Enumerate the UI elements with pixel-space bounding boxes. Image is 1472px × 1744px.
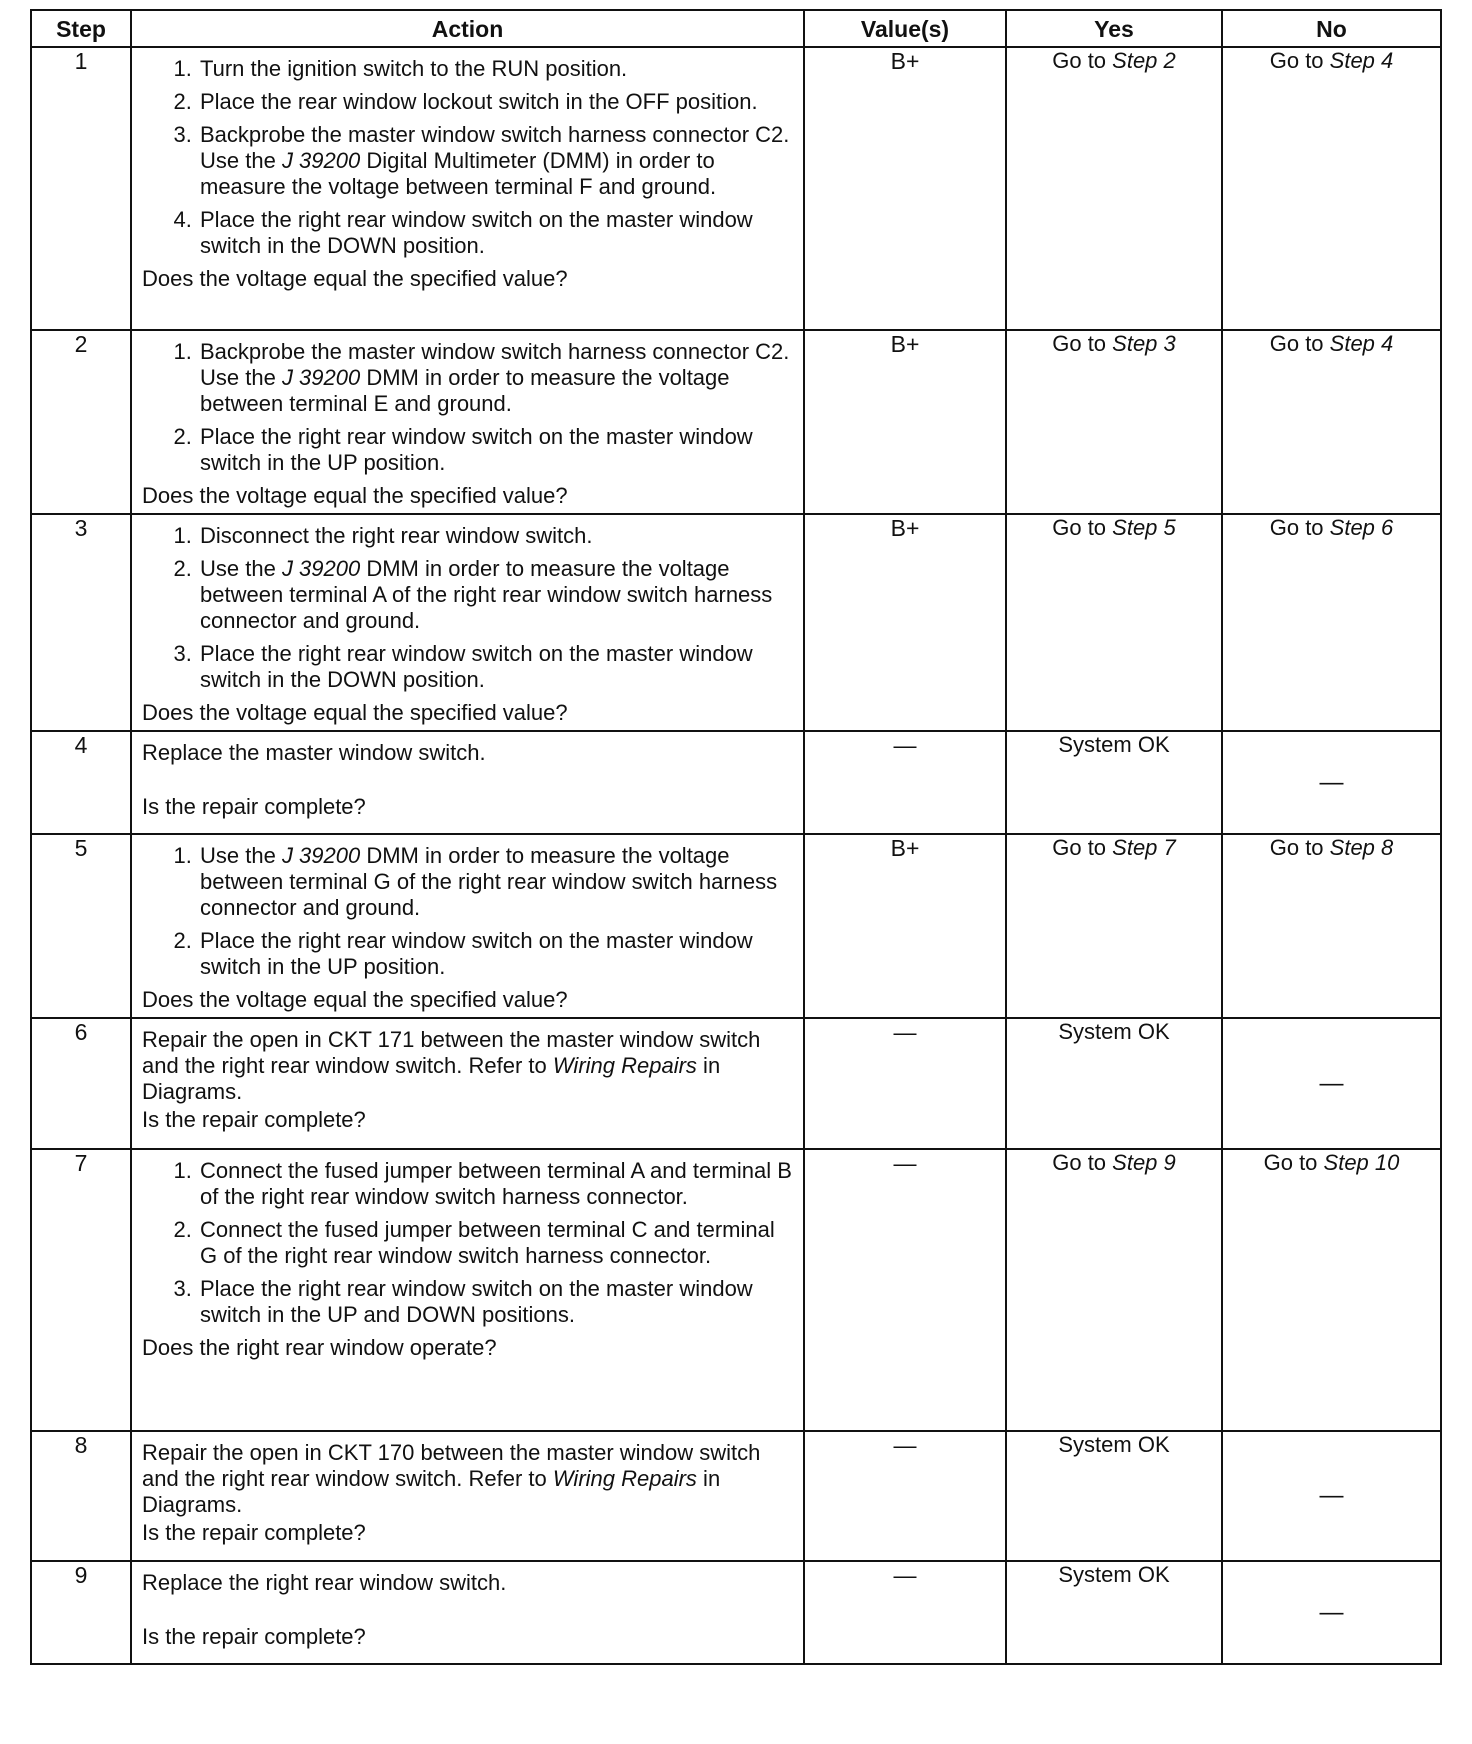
value-cell: B+ [804,47,1006,330]
action-step: 4. Place the right rear window switch on the master window switch in the DOWN position. [198,207,795,259]
step-number: 9 [31,1561,131,1664]
action-step: 2. Place the rear window lockout switch in the OFF position. [198,89,795,115]
action-text: Replace the master window switch. [142,740,486,765]
no-cell: Go to Step 4 [1222,47,1441,330]
tool-name: J 39200 [281,148,361,173]
action-steps [142,339,795,476]
question: Does the voltage equal the specified value? [142,700,568,725]
header-action: Action [131,10,804,47]
action-text: Repair the open in CKT 170 between the master window switch and the right rear window switch. Refer to Wiring Repairs in Diagrams. [142,1440,761,1517]
question: Is the repair complete? [142,794,366,819]
value-cell: — [804,1149,1006,1431]
no-cell: — [1222,731,1441,834]
action-steps [142,56,795,259]
yes-cell: Go to Step 3 [1006,330,1222,514]
reference-link: Wiring Repairs [552,1466,697,1491]
value-cell: — [804,1431,1006,1561]
question: Does the voltage equal the specified value? [142,987,568,1012]
question: Does the right rear window operate? [142,1335,497,1360]
action-cell [131,1149,804,1431]
diagnostic-table [30,9,1442,1665]
table-row [31,514,1441,731]
action-cell [131,1018,804,1149]
action-step: 3. Backprobe the master window switch harness connector C2. Use the J 39200 Digital Multimeter (DMM) in order to measure the voltage between terminal F and ground. [198,122,795,200]
no-cell: Go to Step 6 [1222,514,1441,731]
value-cell: B+ [804,834,1006,1018]
action-step: 1. Turn the ignition switch to the RUN position. [198,56,795,82]
action-step: 1. Backprobe the master window switch harness connector C2. Use the J 39200 DMM in order to measure the voltage between terminal E and ground. [198,339,795,417]
action-cell [131,514,804,731]
table-header-row [31,10,1441,47]
step-link: Step 6 [1329,515,1394,540]
action-steps [142,1158,795,1328]
action-step: 1. Disconnect the right rear window switch. [198,523,795,549]
value-cell: B+ [804,330,1006,514]
step-link: Step 2 [1112,48,1176,73]
value-cell: — [804,1561,1006,1664]
action-cell [131,731,804,834]
action-steps [142,523,795,693]
table-row [31,1018,1441,1149]
step-link: Step 10 [1323,1150,1400,1175]
question: Is the repair complete? [142,1624,366,1649]
step-number: 2 [31,330,131,514]
step-number: 1 [31,47,131,330]
action-step: 1. Connect the fused jumper between terminal A and terminal B of the right rear window switch harness connector. [198,1158,795,1210]
question: Is the repair complete? [142,1520,366,1545]
step-number: 7 [31,1149,131,1431]
action-step: 2. Place the right rear window switch on the master window switch in the UP position. [198,928,795,980]
table-row [31,834,1441,1018]
tool-name: J 39200 [281,556,361,581]
reference-link: Wiring Repairs [552,1053,697,1078]
action-cell [131,330,804,514]
yes-cell: System OK [1006,731,1222,834]
action-step: 2. Place the right rear window switch on the master window switch in the UP position. [198,424,795,476]
no-cell: Go to Step 8 [1222,834,1441,1018]
action-cell [131,834,804,1018]
action-step: 2. Use the J 39200 DMM in order to measure the voltage between terminal A of the right rear window switch harness connector and ground. [198,556,795,634]
action-cell [131,1431,804,1561]
step-link: Step 4 [1329,331,1394,356]
value-cell: B+ [804,514,1006,731]
step-number: 8 [31,1431,131,1561]
tool-name: J 39200 [281,843,361,868]
step-link: Step 5 [1112,515,1176,540]
action-step: 3. Place the right rear window switch on the master window switch in the UP and DOWN positions. [198,1276,795,1328]
question: Does the voltage equal the specified value? [142,266,568,291]
table-row [31,330,1441,514]
table-row [31,1431,1441,1561]
table-row [31,731,1441,834]
table-row [31,1561,1441,1664]
header-yes: Yes [1006,10,1222,47]
action-cell [131,1561,804,1664]
yes-cell: System OK [1006,1561,1222,1664]
action-text: Replace the right rear window switch. [142,1570,507,1595]
table-row [31,1149,1441,1431]
step-link: Step 7 [1112,835,1176,860]
no-cell: Go to Step 4 [1222,330,1441,514]
header-no: No [1222,10,1441,47]
step-number: 5 [31,834,131,1018]
action-text: Repair the open in CKT 171 between the master window switch and the right rear window switch. Refer to Wiring Repairs in Diagrams. [142,1027,761,1104]
header-values: Value(s) [804,10,1006,47]
action-step: 1. Use the J 39200 DMM in order to measure the voltage between terminal G of the right rear window switch harness connector and ground. [198,843,795,921]
tool-name: J 39200 [281,365,361,390]
table-row [31,47,1441,330]
no-cell: — [1222,1561,1441,1664]
header-step: Step [31,10,131,47]
no-cell: — [1222,1431,1441,1561]
no-cell: — [1222,1018,1441,1149]
value-cell: — [804,731,1006,834]
yes-cell: Go to Step 5 [1006,514,1222,731]
action-cell [131,47,804,330]
question: Does the voltage equal the specified value? [142,483,568,508]
step-number: 3 [31,514,131,731]
yes-cell: System OK [1006,1018,1222,1149]
step-link: Step 4 [1329,48,1394,73]
step-number: 6 [31,1018,131,1149]
step-link: Step 8 [1329,835,1394,860]
value-cell: — [804,1018,1006,1149]
yes-cell: System OK [1006,1431,1222,1561]
yes-cell: Go to Step 9 [1006,1149,1222,1431]
yes-cell: Go to Step 2 [1006,47,1222,330]
no-cell: Go to Step 10 [1222,1149,1441,1431]
yes-cell: Go to Step 7 [1006,834,1222,1018]
step-number: 4 [31,731,131,834]
action-step: 3. Place the right rear window switch on the master window switch in the DOWN position. [198,641,795,693]
step-link: Step 9 [1112,1150,1176,1175]
question: Is the repair complete? [142,1107,366,1132]
step-link: Step 3 [1112,331,1176,356]
action-steps [142,843,795,980]
action-step: 2. Connect the fused jumper between terminal C and terminal G of the right rear window switch harness connector. [198,1217,795,1269]
